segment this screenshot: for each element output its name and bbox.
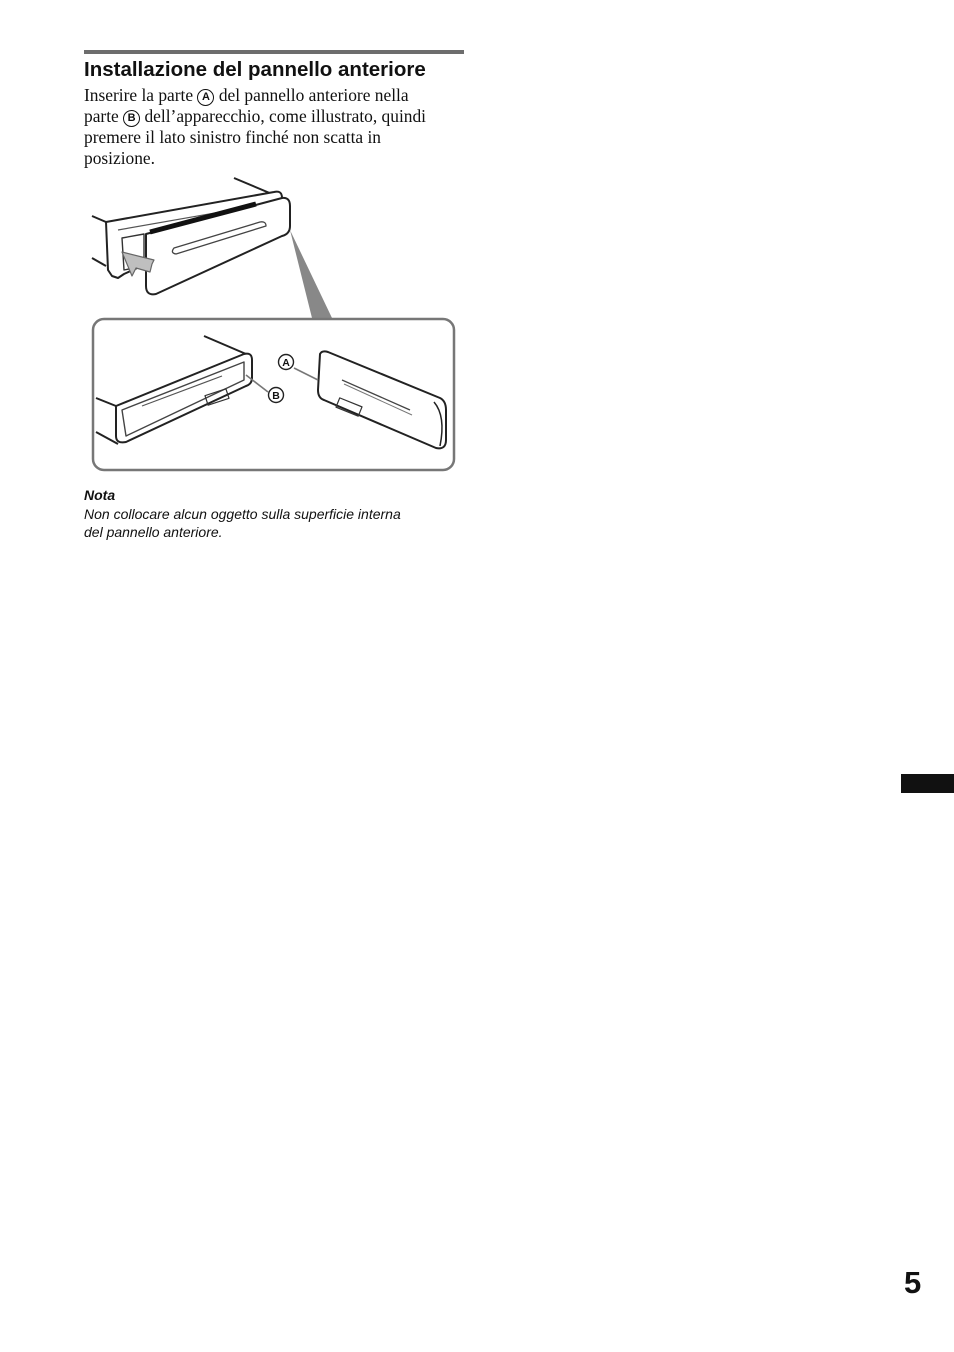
figure-label-a: A [282,357,290,369]
section-top-rule [84,50,464,54]
section-heading: Installazione del pannello anteriore [84,58,426,81]
language-tab-marker [901,774,954,793]
instruction-paragraph [84,85,474,168]
note-title: Nota [84,487,116,503]
instruction-line-3: premere il lato sinistro finché non scatta in [84,127,381,147]
magnify-callout-wedge [290,230,332,318]
instruction-line-1: Inserire la parte A del pannello anteriore nella [84,85,409,105]
front-panel-illustration [84,170,464,475]
note-line-1: Non collocare alcun oggetto sulla superficie interna [84,506,401,522]
instruction-line-2: parte B dell’apparecchio, come illustrato, quindi [84,106,426,126]
note-text [84,505,464,541]
note-line-2: del pannello anteriore. [84,524,223,540]
circled-marker-a: A [197,89,214,106]
page-number: 5 [904,1265,922,1300]
figure-label-b: B [272,390,280,402]
circled-marker-b: B [123,110,140,127]
instruction-line-4: posizione. [84,147,155,168]
